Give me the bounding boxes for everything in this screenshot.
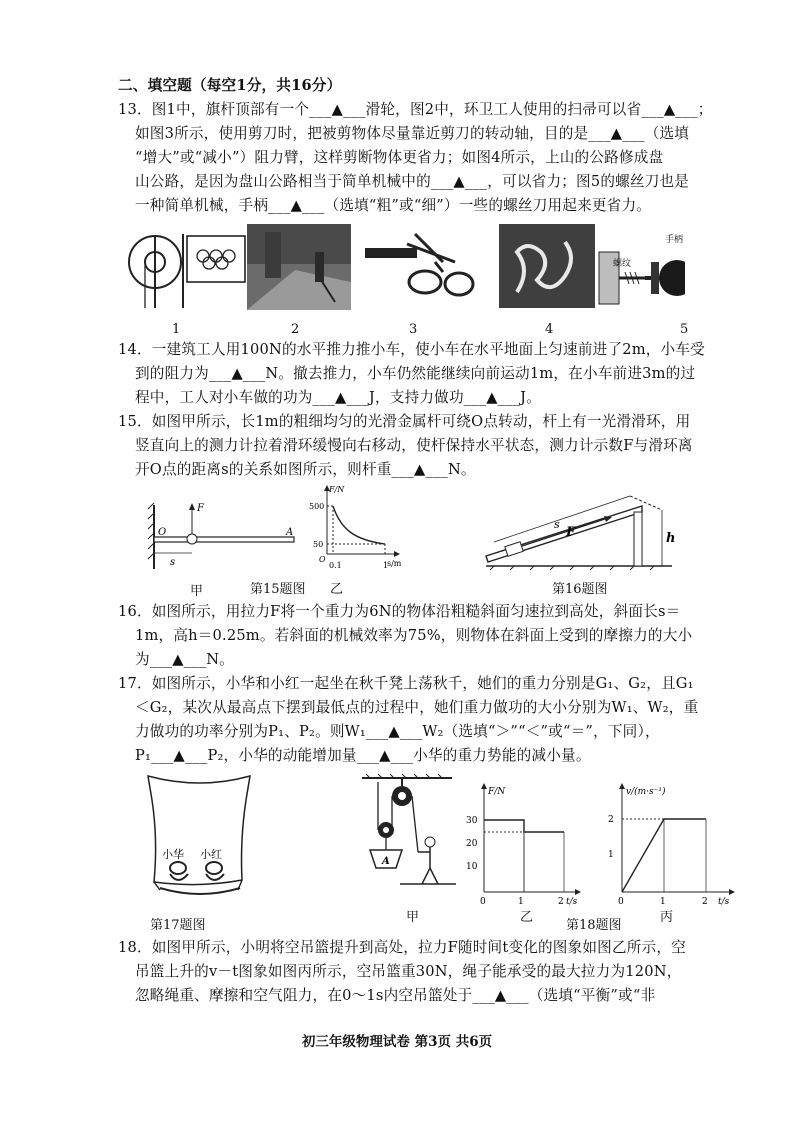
fig18-bing-x-label: t/s <box>718 897 730 906</box>
fig3-scissors-icon <box>365 234 473 295</box>
fig18-caption: 第18题图 <box>566 918 622 933</box>
fig3-number: 3 <box>409 322 418 337</box>
fig15-x1: 1 <box>383 561 389 570</box>
fig18-caption-jia: 甲 <box>406 910 420 925</box>
fig15-o-label: O <box>158 527 167 538</box>
q15-line-1: 15．如图甲所示，长1m的粗细均匀的光滑金属杆可绕O点转动，杆上有一光滑滑环，用 <box>118 413 691 430</box>
fig18-velocity-time-graph <box>600 780 740 906</box>
fig18-bing-x1: 1 <box>660 897 666 906</box>
fig16-caption: 第16题图 <box>552 582 608 597</box>
fig15-caption-jia: 甲 <box>190 584 204 599</box>
fig17-caption: 第17题图 <box>150 918 206 933</box>
fig15-a-label: A <box>286 527 294 538</box>
q13-line-2: 如图3所示，使用剪刀时，把被剪物体尽量靠近剪刀的转动轴，目的是___▲___（选填 <box>135 125 690 142</box>
q18-line-2: 吊篮上升的v－t图象如图丙所示，空吊篮重30N，绳子能承受的最大拉力为120N， <box>135 963 682 980</box>
page-footer: 初三年级物理试卷 第3页 共6页 <box>301 1034 493 1050</box>
fig18-yi-y30: 30 <box>466 816 478 826</box>
fig18-caption-bing: 丙 <box>660 910 674 925</box>
q16-line-2: 1m，高h＝0.25m。若斜面的机械效率为75%，则物体在斜面上受到的摩擦力的大小 <box>135 627 693 644</box>
fig18-yi-y-arrow <box>481 783 487 789</box>
section-title: 二、填空题（每空1分，共16分） <box>118 77 342 94</box>
q18-line-3: 忽略绳重、摩擦和空气阻力，在0～1s内空吊篮处于___▲___（选填“平衡”或“非 <box>135 987 656 1004</box>
fig5-thread-label: 螺纹 <box>613 259 632 269</box>
fig15-s-label: s <box>170 557 176 568</box>
fig15-y500: 500 <box>309 502 325 511</box>
fig18-bing-y1: 1 <box>608 850 614 860</box>
fig15-y50: 50 <box>313 540 324 549</box>
fig2-street-sweeper-photo <box>247 224 351 310</box>
fig16-incline-diagram <box>482 482 682 572</box>
fig17-name-xiaohong: 小红 <box>200 848 222 861</box>
fig18-yi-x-arrow <box>575 889 581 895</box>
fig4-number: 4 <box>545 322 554 337</box>
fig4-mountain-road-photo <box>499 224 595 308</box>
fig18-yi-x-label: t/s <box>566 897 578 906</box>
fig18-caption-yi: 乙 <box>520 910 534 925</box>
fig18-bing-y-arrow <box>619 783 625 789</box>
q14-line-1: 14．一建筑工人用100N的水平推力推小车，使小车在水平地面上匀速前进了2m，小车受 <box>118 341 705 358</box>
q17-line-1: 17．如图所示，小华和小红一起坐在秋千凳上荡秋千，她们的重力分别是G₁、G₂，且G₁ <box>118 675 694 692</box>
fig15-graph-y-label: F/N <box>329 485 345 494</box>
fig18-pulley-system <box>360 772 460 894</box>
fig18-bing-x-arrow <box>729 889 735 895</box>
q13-line-5: 一种简单机械，手柄___▲___（选填“粗”或“细”）一些的螺丝刀用起来更省力。 <box>135 197 652 214</box>
fig18-force-time-graph <box>462 780 586 906</box>
fig18-yi-y-label: F/N <box>488 787 506 797</box>
fig18-bing-x2: 2 <box>702 897 708 906</box>
fig15-rod-diagram <box>140 495 300 575</box>
fig18-basket-label: A <box>382 856 390 867</box>
fig15-graph <box>305 482 405 574</box>
q13-line-1: 13．图1中，旗杆顶部有一个___▲___滑轮，图2中，环卫工人使用的扫帚可以省___▲___； <box>118 101 713 118</box>
q18-line-1: 18．如图甲所示，小明将空吊篮提升到高处，拉力F随时间t变化的图象如图乙所示，空 <box>118 939 686 956</box>
fig15-origin: O <box>319 555 326 564</box>
fig18-yi-x0: 0 <box>480 897 486 906</box>
fig16-f-label: F <box>566 525 576 540</box>
q15-line-2: 竖直向上的测力计拉着滑环缓慢向右移动，使杆保持水平状态，测力计示数F与滑环离 <box>135 437 693 454</box>
q13-figure-row <box>125 222 685 314</box>
q14-line-2: 到的阻力为___▲___N。撤去推力，小车仍然能继续向前运动1m，在小车前进3m的过 <box>135 365 696 382</box>
fig15-caption: 第15题图 <box>250 582 306 597</box>
fig15-x01: 0.1 <box>329 561 342 570</box>
fig18-yi-y10: 10 <box>466 862 478 872</box>
q14-line-3: 程中，工人对小车做的功为___▲___J，支持力做功___▲___J。 <box>135 389 541 406</box>
fig18-bing-y-label: v/(m·s⁻¹) <box>626 787 666 797</box>
q13-line-4: 山公路，是因为盘山公路相当于简单机械中的___▲___，可以省力；图5的螺丝刀也是 <box>135 173 690 190</box>
fig17-name-xiaohua: 小华 <box>162 848 184 861</box>
fig18-bing-x0: 0 <box>618 897 624 906</box>
q17-line-4: P₁___▲___P₂，小华的动能增加量___▲___小华的重力势能的减小量。 <box>135 747 591 764</box>
fig18-yi-x1: 1 <box>518 897 524 906</box>
q17-line-3: 力做功的功率分别为P₁、P₂。则W₁___▲___W₂（选填“＞”“＜”或“＝”，下同）， <box>135 723 660 740</box>
q16-line-1: 16．如图所示，用拉力F将一个重力为6N的物体沿粗糙斜面匀速拉到高处，斜面长s＝ <box>118 603 681 620</box>
fig5-screwdriver-icon <box>599 233 685 304</box>
fig16-h-label: h <box>666 531 676 546</box>
fig18-bing-y2: 2 <box>608 815 614 825</box>
q15-line-3: 开O点的距离s的关系如图所示，则杆重___▲___N。 <box>135 461 476 478</box>
fig18-yi-plot <box>484 820 564 892</box>
fig1-flagpole-pulley <box>129 234 245 308</box>
q17-line-2: ＜G₂，某次从最高点下摆到最低点的过程中，她们重力做功的大小分别为W₁、W₂，重 <box>135 699 699 716</box>
fig16-s-label: s <box>554 518 560 531</box>
fig15-caption-yi: 乙 <box>330 582 344 597</box>
fig5-handle-label: 手柄 <box>665 235 684 245</box>
fig17-swing-drawing <box>130 770 260 910</box>
fig18-yi-y20: 20 <box>466 839 478 849</box>
q16-line-3: 为___▲___N。 <box>135 651 234 668</box>
fig2-number: 2 <box>291 322 300 337</box>
q13-line-3: “增大”或“减小”）阻力臂，这样剪断物体更省力；如图4所示，上山的公路修成盘 <box>135 149 664 166</box>
fig5-number: 5 <box>680 322 689 337</box>
fig1-number: 1 <box>172 322 181 337</box>
fig15-graph-x-label: s/m <box>387 559 402 568</box>
fig15-f-label: F <box>197 503 204 514</box>
fig18-bing-plot <box>622 819 706 892</box>
fig18-yi-x2: 2 <box>558 897 564 906</box>
